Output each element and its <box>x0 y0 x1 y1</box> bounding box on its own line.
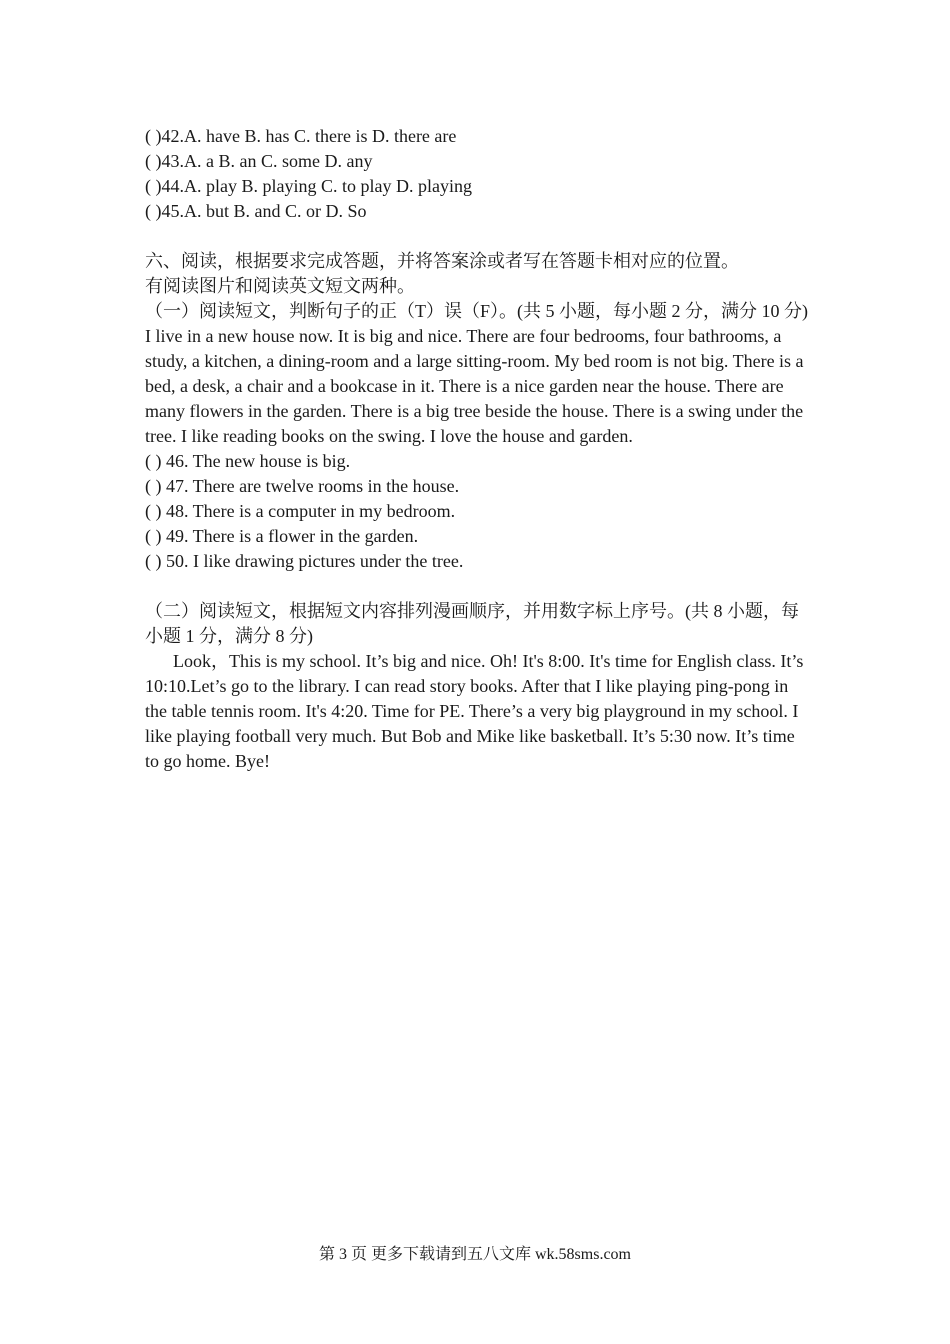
question-44: ( )44.A. play B. playing C. to play D. playing <box>145 176 472 196</box>
section-heading: 六、阅读，根据要求完成答题，并将答案涂或者写在答题卡相对应的位置。 <box>145 251 739 271</box>
question-48: ( ) 48. There is a computer in my bedroom. <box>145 501 456 521</box>
question-43: ( )43.A. a B. an C. some D. any <box>145 151 373 171</box>
question-42: ( )42.A. have B. has C. there is D. there are <box>145 126 457 146</box>
question-45: ( )45.A. but B. and C. or D. So <box>145 201 367 221</box>
part1-passage: I live in a new house now. It is big and nice. There are four bedrooms, four bathrooms, a study, a kitchen, a dining-room and a large sitting-room. My bed room is not big. There is a bed, a desk, a chair and a bookcase in it. There is a nice garden near the house. There are many flowers in the garden. There is a big tree beside the house. There is a swing under the tree. I like reading books on the swing. I love the house and garden. <box>145 326 804 446</box>
part2-passage: Look，This is my school. It’s big and nice. Oh! It's 8:00. It's time for English class. It’s 10:10.Let’s go to the library. I can read story books. After that I like playing ping-pong in the table tennis room. It's 4:20. Time for PE. There’s a very big playground in my school. I like playing football very much. But Bob and Mike like basketball. It’s 5:30 now. It’s time to go home. Bye! <box>145 651 804 771</box>
question-49: ( ) 49. There is a flower in the garden. <box>145 526 419 546</box>
part1-instruction: （一）阅读短文，判断句子的正（T）误（F）。(共 5 小题，每小题 2 分，满分 10 分) <box>145 301 808 321</box>
question-50: ( ) 50. I like drawing pictures under the tree. <box>145 551 464 571</box>
part2-instruction: （二）阅读短文，根据短文内容排列漫画顺序，并用数字标上序号。(共 8 小题，每小题 1 分，满分 8 分) <box>145 601 799 646</box>
document-body <box>145 124 810 774</box>
question-47: ( ) 47. There are twelve rooms in the house. <box>145 476 460 496</box>
page-footer: 第 3 页 更多下载请到五八文库 wk.58sms.com <box>318 1246 631 1263</box>
spacer <box>145 224 810 249</box>
section-subheading: 有阅读图片和阅读英文短文两种。 <box>145 276 415 296</box>
question-46: ( ) 46. The new house is big. <box>145 451 351 471</box>
spacer <box>145 574 810 599</box>
